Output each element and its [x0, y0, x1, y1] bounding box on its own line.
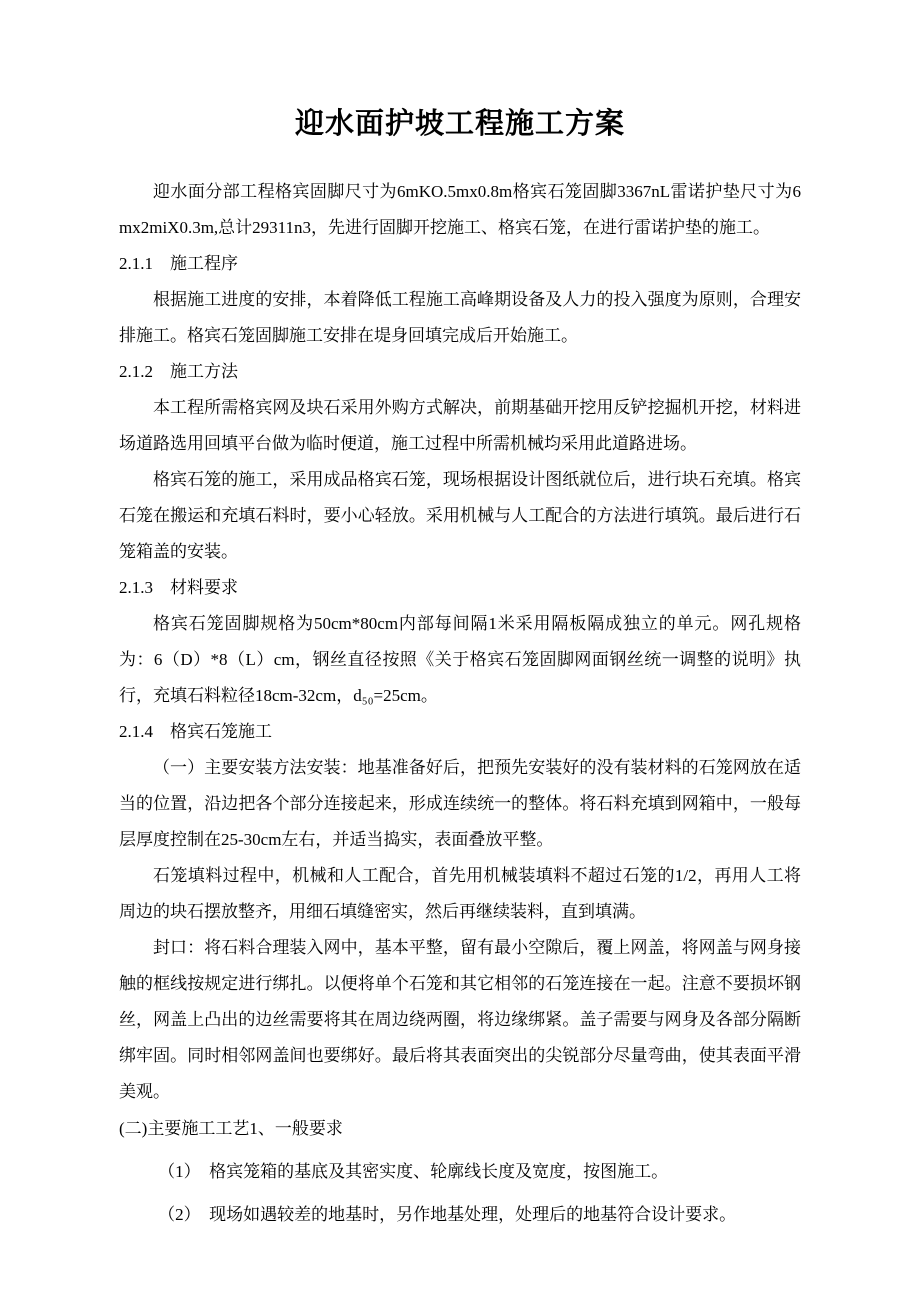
paragraph-sealing: 封口：将石料合理装入网中，基本平整，留有最小空隙后，覆上网盖，将网盖与网身接触的框线按规定进行绑扎。以便将单个石笼和其它相邻的石笼连接在一起。注意不要损坏钢丝，网盖上凸出的边丝需要将其在周边绕两圈，将边缘绑紧。盖子需要与网身及各部分隔断绑牢固。同时相邻网盖间也要绑好。最后将其表面突出的尖锐部分尽量弯曲，使其表面平滑美观。 — [119, 938, 801, 1102]
section-heading-2-1-2: 2.1.2 施工方法 — [119, 361, 238, 381]
section-heading-2-1-1: 2.1.1 施工程序 — [119, 253, 238, 273]
paragraph-intro: 迎水面分部工程格宾固脚尺寸为6mKO.5mx0.8m格宾石笼固脚3367nL雷诺护垫尺寸为6mx2miX0.3m,总计29311n3，先进行固脚开挖施工、格宾石笼，在进行雷诺护垫的施工。 — [119, 181, 801, 237]
list-item-2: （2） 现场如遇较差的地基时，另作地基处理，处理后的地基符合设计要求。 — [158, 1204, 737, 1224]
document-title: 迎水面护坡工程施工方案 — [294, 108, 625, 140]
paragraph-procedure: 根据施工进度的安排，本着降低工程施工高峰期设备及人力的投入强度为原则，合理安排施工。格宾石笼固脚施工安排在堤身回填完成后开始施工。 — [119, 289, 801, 345]
subsection-process-title: (二)主要施工工艺1、一般要求 — [119, 1118, 343, 1138]
list-item-1: （1） 格宾笼箱的基底及其密实度、轮廓线长度及宽度，按图施工。 — [158, 1161, 669, 1181]
paragraph-method-1: 本工程所需格宾网及块石采用外购方式解决，前期基础开挖用反铲挖掘机开挖，材料进场道路选用回填平台做为临时便道，施工过程中所需机械均采用此道路进场。 — [119, 397, 801, 453]
paragraph-material: 格宾石笼固脚规格为50cm*80cm内部每间隔1米采用隔板隔成独立的单元。网孔规格为：6（D）*8（L）cm，钢丝直径按照《关于格宾石笼固脚网面钢丝统一调整的说明》执行，充填石料粒径18cm-32cm，d₅₀=25cm。 — [119, 614, 801, 706]
section-heading-2-1-3: 2.1.3 材料要求 — [119, 578, 238, 598]
paragraph-method-2: 格宾石笼的施工，采用成品格宾石笼，现场根据设计图纸就位后，进行块石充填。格宾石笼在搬运和充填石料时，要小心轻放。采用机械与人工配合的方法进行填筑。最后进行石笼箱盖的安装。 — [119, 469, 801, 561]
section-heading-2-1-4: 2.1.4 格宾石笼施工 — [119, 722, 272, 742]
paragraph-filling: 石笼填料过程中，机械和人工配合，首先用机械装填料不超过石笼的1/2，再用人工将周边的块石摆放整齐，用细石填缝密实，然后再继续装料，直到填满。 — [119, 866, 801, 922]
paragraph-install-method: （一）主要安装方法安装：地基准备好后，把预先安装好的没有装材料的石笼网放在适当的位置，沿边把各个部分连接起来，形成连续统一的整体。将石料充填到网箱中，一般每层厚度控制在25-30cm左右，并适当捣实，表面叠放平整。 — [119, 758, 801, 850]
